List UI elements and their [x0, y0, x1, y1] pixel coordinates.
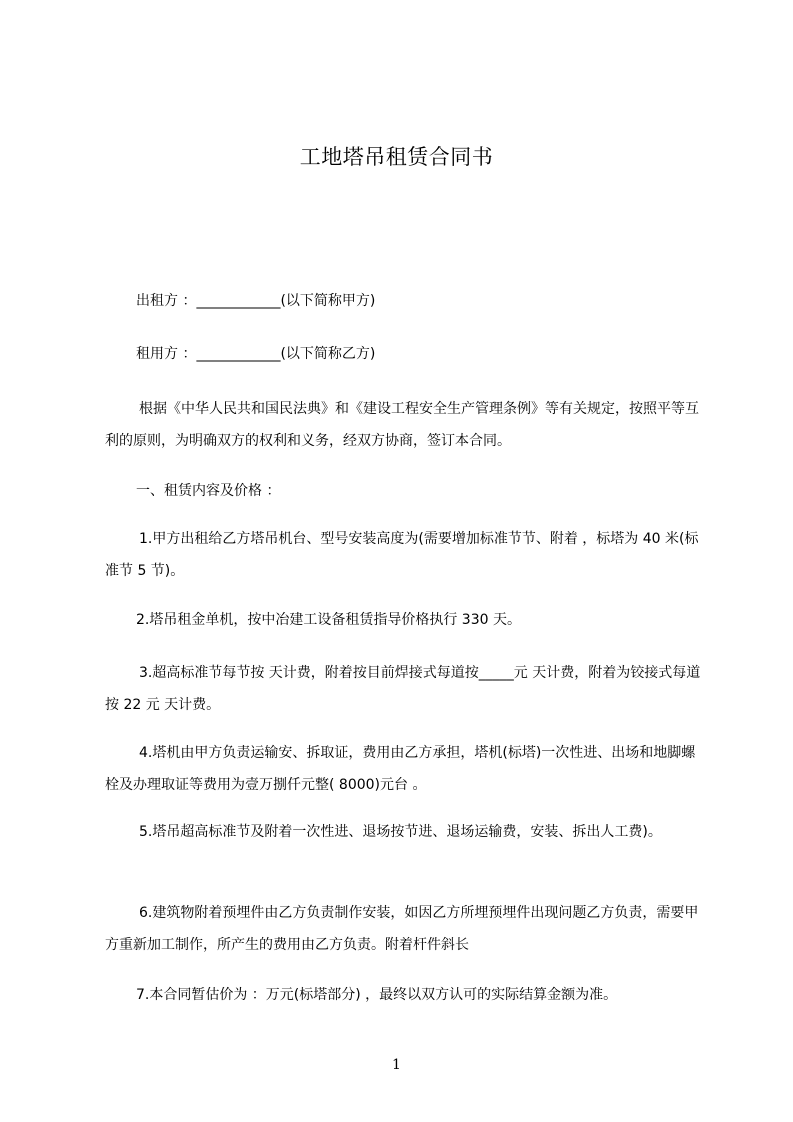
- page-number: 1: [392, 1057, 401, 1073]
- clause-6: 6.建筑物附着预埋件由乙方负责制作安装，如因乙方所埋预埋件出现问题乙方负责，需要甲方重新加工制作，所产生的费用由乙方负责。附着杆件斜长: [105, 905, 699, 953]
- document-title: 工地塔吊租赁合同书: [299, 145, 494, 169]
- lessor-line: 出租方 ：____________(以下简称甲方): [136, 293, 376, 309]
- clause-7: 7.本合同暂估价为 ：万元(标塔部分) ，最终以双方认可的实际结算金额为准。: [136, 987, 618, 1003]
- clause-1: 1.甲方出租给乙方塔吊机台、型号安装高度为(需要增加标准节节、附着 ，标塔为 40 米(标准节 5 节)。: [105, 531, 699, 579]
- lessee-line: 租用方 ：____________(以下简称乙方): [136, 346, 376, 362]
- preamble-paragraph: 根据《中华人民共和国民法典》和《建设工程安全生产管理条例》等有关规定，按照平等互利的原则，为明确双方的权利和义务，经双方协商，签订本合同。: [105, 401, 699, 449]
- section-one-heading: 一、租赁内容及价格 ：: [136, 483, 281, 499]
- clause-3: 3.超高标准节每节按 天计费，附着按目前焊接式每道按_____元 天计费，附着为铰接式每道按 22 元 天计费。: [105, 665, 701, 713]
- clause-5: 5.塔吊超高标准节及附着一次性进、退场按节进、退场运输费，安装、拆出人工费)。: [139, 824, 662, 840]
- clause-4: 4.塔机由甲方负责运输安、拆取证，费用由乙方承担，塔机(标塔)一次性进、出场和地脚螺栓及办理取证等费用为壹万捌仟元整( 8000)元台 。: [105, 745, 696, 793]
- clause-2: 2.塔吊租金单机，按中冶建工设备租赁指导价格执行 330 天。: [136, 612, 521, 628]
